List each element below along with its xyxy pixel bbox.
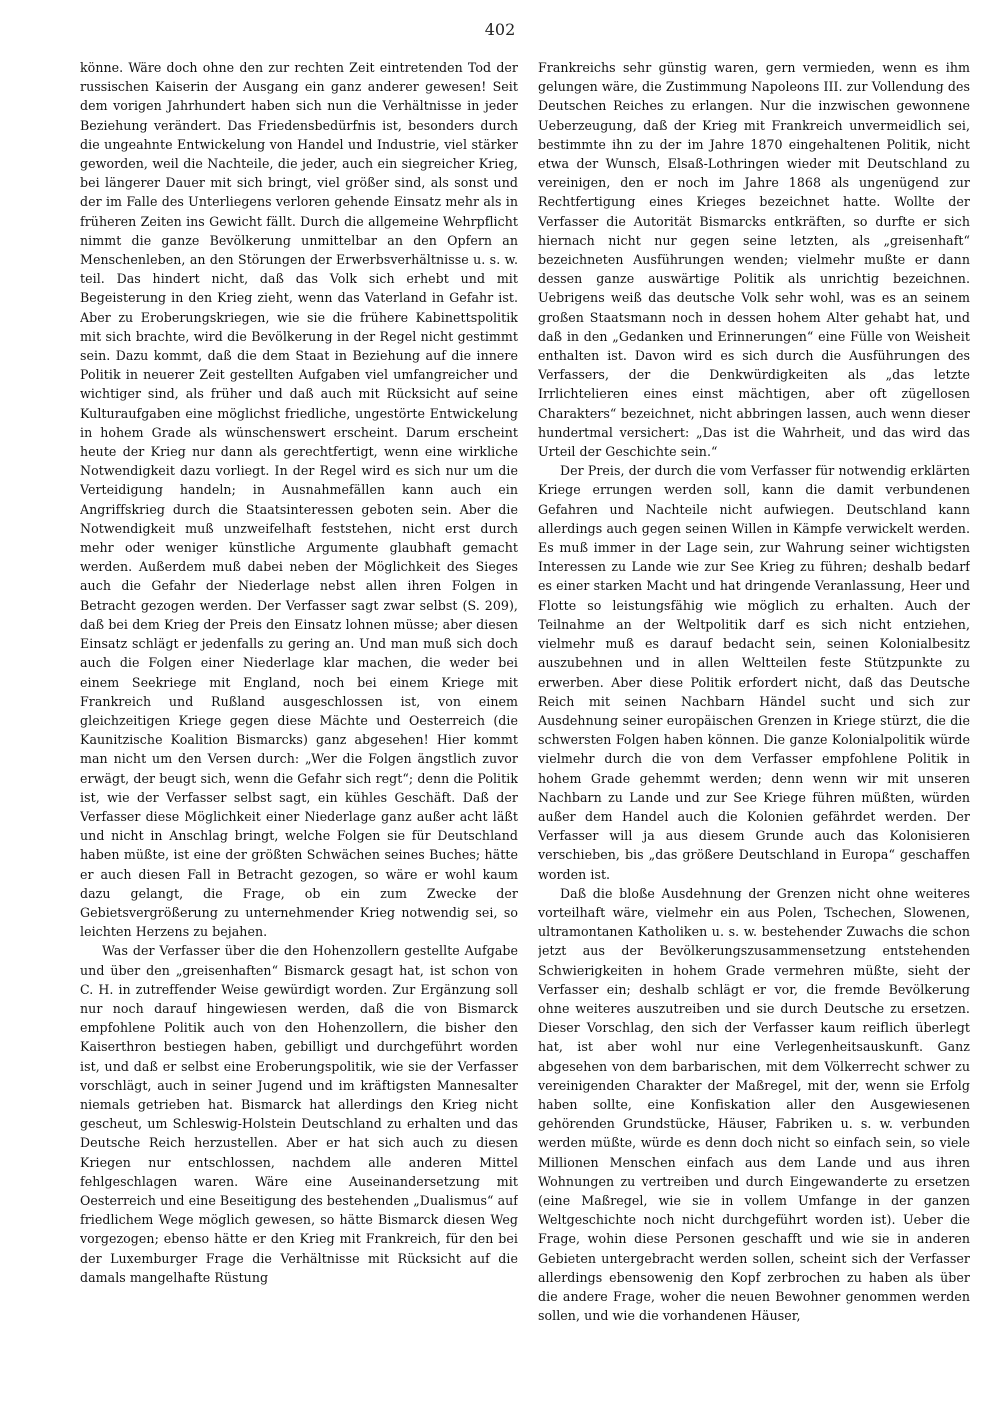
right-column [538,58,970,1388]
left-column [80,58,518,1388]
right-paragraph-3: Daß die bloße Ausdehnung der Grenzen nicht ohne weiteres vorteilhaft wäre, vielmehr ein aus Polen, Tschechen, Slowenen, ultramontanen Katholiken u. s. w. bestehender Zuwachs die schon jetzt aus der Bevölkerungszusammensetzung entstehenden Schwierigkeiten in hohem Grade vermehren müßte, sieht der Verfasser ein; deshalb schlägt er vor, die fremde Bevölkerung ohne weiteres auszutreiben und sie durch Deutsche zu ersetzen. Dieser Vorschlag, den sich der Verfasser kaum reiflich überlegt hat, ist aber wohl nur eine Verlegenheitsauskunft. Ganz abgesehen von dem barbarischen, mit dem Völkerrecht schwer zu vereinigenden Charakter der Maßregel, mit der, wenn sie Erfolg haben sollte, eine Konfiskation aller den Ausgewiesenen gehörenden Grundstücke, Häuser, Fabriken u. s. w. verbunden werden müßte, würde es denn doch nicht so einfach sein, so viele Millionen Menschen einfach aus dem Lande und aus ihren Wohnungen zu vertreiben und durch Eingewanderte zu ersetzen (eine Maßregel, wie sie in vollem Umfange in der ganzen Weltgeschichte noch nicht durchgeführt worden ist). Ueber die Frage, wohin diese Personen geschafft und wie sie in anderen Gebieten untergebracht werden sollen, scheint sich der Verfasser allerdings ebensowenig den Kopf zerbrochen zu haben als über die andere Frage, woher die neuen Bewohner genommen werden sollen, und wie die vorhandenen Häuser, [538,885,970,1324]
left-paragraph-2: Was der Verfasser über die den Hohenzollern gestellte Aufgabe und über den „greisenhaften“ Bismarck gesagt hat, ist schon von C. H. in zutreffender Weise gewürdigt worden. Zur Ergänzung soll nur noch darauf hingewiesen werden, daß die von Bismarck empfohlene Politik auch von den Hohenzollern, die bisher den Kaiserthron bestiegen haben, gebilligt und durchgeführt worden ist, und daß er selbst eine Eroberungspolitik, wie sie der Verfasser vorschlägt, auch in seiner Jugend und im kräftigsten Mannesalter niemals getrieben hat. Bismarck hat allerdings den Krieg nicht gescheut, um Schleswig-Holstein Deutschland zu erhalten und das Deutsche Reich herzustellen. Aber er hat sich auch zu diesen Kriegen nur entschlossen, nachdem alle anderen Mittel fehlgeschlagen waren. Wäre eine Auseinandersetzung mit Oesterreich und eine Beseitigung des bestehenden „Dualismus“ auf friedlichem Wege möglich gewesen, so hätte Bismarck diesen Weg vorgezogen; ebenso hätte er den Krieg mit Frankreich, für den bei der Luxemburger Frage die Verhältnisse mit Rücksicht auf die damals mangelhafte Rüstung [80,943,518,1285]
left-paragraph-1: könne. Wäre doch ohne den zur rechten Zeit eintretenden Tod der russischen Kaiserin der Ausgang ein ganz anderer gewesen! Seit dem vorigen Jahrhundert haben sich nun die Verhältnisse in jeder Beziehung verändert. Das Friedensbedürfnis ist, besonders durch die ungeahnte Entwickelung von Handel und Industrie, viel stärker geworden, weil die Nachteile, die jeder, auch ein siegreicher Krieg, bei längerer Dauer mit sich bringt, viel größer sind, als sonst und der im Falle des Unterliegens verloren gehende Einsatz mehr als in früheren Zeiten ins Gewicht fällt. Durch die allgemeine Wehrpflicht nimmt die ganze Bevölkerung unmittelbar an den Opfern an Menschenleben, an den Störungen der Erwerbsverhältnisse u. s. w. teil. Das hindert nicht, daß das Volk sich erhebt und mit Begeisterung in den Krieg zieht, wenn das Vaterland in Gefahr ist. Aber zu Eroberungskriegen, wie sie die frühere Kabinettspolitik mit sich brachte, wird die Bevölkerung in der Regel nicht gestimmt sein. Dazu kommt, daß die dem Staat in Beziehung auf die innere Politik in neuerer Zeit gestellten Aufgaben viel umfangreicher und wichtiger sind, als früher und daß auch mit Rücksicht auf seine Kulturaufgaben eine möglichst friedliche, ungestörte Entwickelung in hohem Grade als wünschenswert erscheint. Darum erscheint heute der Krieg nur dann als gerechtfertigt, wenn eine wirkliche Notwendigkeit dazu vorliegt. In der Regel wird es sich nur um die Verteidigung handeln; in Ausnahmefällen kann auch ein Angriffskrieg durch die Staatsinteressen geboten sein. Aber die Notwendigkeit muß unzweifelhaft feststehen, nicht erst durch mehr oder weniger künstliche Argumente glaubhaft gemacht werden. Außerdem muß dabei neben der Möglichkeit des Sieges auch die Gefahr der Niederlage nebst allen ihren Folgen in Betracht gezogen werden. Der Verfasser sagt zwar selbst (S. 209), daß bei dem Krieg der Preis den Einsatz lohnen müsse; aber diesen Einsatz schlägt er jedenfalls zu gering an. Und man muß sich doch auch die Folgen einer Niederlage klar machen, die weder bei einem Seekriege mit England, noch bei einem Kriege mit Frankreich und Rußland ausgeschlossen ist, von einem gleichzeitigen Kriege gegen diese Mächte und Oesterreich (die Kaunitzische Koalition Bismarcks) ganz abgesehen! Hier kommt man nicht um den Versen durch: „Wer die Folgen ängstlich zuvor erwägt, der beugt sich, wenn die Gefahr sich regt“; denn die Politik ist, wie der Verfasser selbst sagt, ein kühles Geschäft. Daß der Verfasser diese Möglichkeit einer Niederlage ganz außer acht läßt und nicht in Anschlag bringt, welche Folgen sie für Deutschland haben müßte, ist eine der größten Schwächen seines Buches; hätte er auch diesen Fall in Betracht gezogen, so wäre er wohl kaum dazu gelangt, die Frage, ob ein zum Zwecke der Gebietsvergrößerung zu unternehmender Krieg notwendig sei, so leichten Herzens zu bejahen. [80,60,518,940]
right-paragraph-1: Frankreichs sehr günstig waren, gern vermieden, wenn es ihm gelungen wäre, die Zustimmung Napoleons III. zur Vollendung des Deutschen Reiches zu erlangen. Nur die inzwischen gewonnene Ueberzeugung, daß der Krieg mit Frankreich unvermeidlich sei, bestimmte ihn zu der im Jahre 1870 eingehaltenen Politik, nicht etwa der Wunsch, Elsaß-Lothringen wieder mit Deutschland zu vereinigen, den er noch im Jahre 1868 als ungenügend zur Rechtfertigung eines Krieges bezeichnet hatte. Wollte der Verfasser die Autorität Bismarcks entkräften, so durfte er sich hiernach nicht nur gegen seine letzten, als „greisenhaft“ bezeichneten Ausführungen wenden; vielmehr mußte er dann dessen ganze auswärtige Politik als unrichtig bezeichnen. Uebrigens weiß das deutsche Volk sehr wohl, was es an seinem großen Staatsmann noch in dessen hohem Alter gehabt hat, und daß in den „Gedanken und Erinnerungen“ eine Fülle von Weisheit enthalten ist. Davon wird es sich durch die Ausführungen des Verfassers, der die Denkwürdigkeiten als „das letzte Irrlichtelieren eines einst mächtigen, aber oft zügellosen Charakters“ bezeichnet, nicht abbringen lassen, auch wenn dieser hundertmal versichert: „Das ist die Wahrheit, und das wird das Urteil der Geschichte sein.“ [538,60,970,460]
page-number: 402 [484,20,516,39]
right-paragraph-2: Der Preis, der durch die vom Verfasser für notwendig erklärten Kriege errungen werden soll, kann die damit verbundenen Gefahren und Nachteile nicht aufwiegen. Deutschland kann allerdings auch gegen seinen Willen in Kämpfe verwickelt werden. Es muß immer in der Lage sein, zur Wahrung seiner wichtigsten Interessen zu Lande wie zur See Krieg zu führen; deshalb bedarf es einer starken Macht und hat dringende Veranlassung, Heer und Flotte so leistungsfähig wie möglich zu erhalten. Auch der Teilnahme an der Weltpolitik darf es sich nicht entziehen, vielmehr muß es darauf bedacht sein, seinen Kolonialbesitz auszubehnen und in allen Weltteilen feste Stützpunkte zu erwerben. Aber diese Politik erfordert nicht, daß das Deutsche Reich mit seinen Nachbarn Händel sucht und sich zur Ausdehnung seiner europäischen Grenzen in Kriege stürzt, die die schwersten Folgen haben können. Die ganze Kolonialpolitik würde vielmehr durch die von dem Verfasser empfohlene Politik in hohem Grade gehemmt werden; denn wenn wir mit unseren Nachbarn zu Lande und zur See Kriege führen müßten, würden außer dem Handel auch die Kolonien gefährdet werden. Der Verfasser will ja aus diesem Grunde auch das Kolonisieren verschieben, bis „das größere Deutschland in Europa“ geschaffen worden ist. [538,463,970,882]
